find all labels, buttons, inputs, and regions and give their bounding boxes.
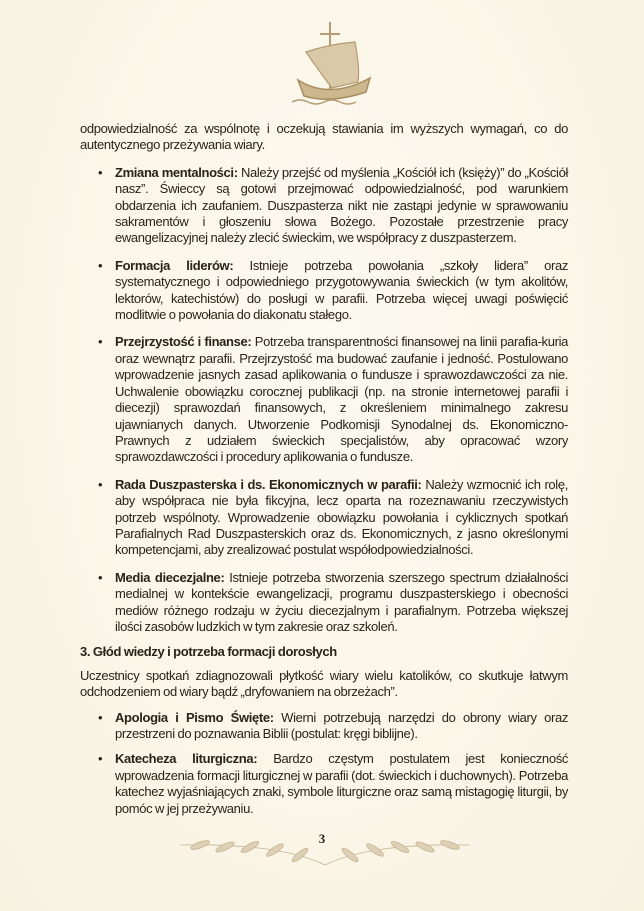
list-item bbox=[80, 570, 568, 636]
document-body bbox=[80, 0, 568, 817]
page-number: 3 bbox=[318, 831, 326, 847]
item-term: Zmiana mentalności: bbox=[115, 164, 238, 180]
item-term: Rada Duszpasterska i ds. Ekonomicznych w parafii: bbox=[115, 476, 422, 492]
bullet-list-2 bbox=[80, 710, 568, 817]
item-term: Przejrzystość i finanse: bbox=[115, 334, 252, 350]
item-term: Formacja liderów: bbox=[115, 257, 234, 273]
item-term: Media diecezjalne: bbox=[115, 569, 225, 585]
page-footer bbox=[0, 823, 644, 881]
bullet-list-1 bbox=[80, 165, 568, 636]
item-text: Należy przejść od myślenia „Kościół ich (księży)” do „Kościół nasz”. Świeccy są gotowi przejmować odpowiedzialność, pod warunkiem obdarzenia ich zaufaniem. Duszpasterza nikt nie zastąpi jedynie w sprawowaniu sakramentów i głoszeniu słowa Bożego. Pozostałe przestrzenie pracy ewangelizacyjnej należy zlecić świeckim, we współpracy z duszpasterzem. bbox=[115, 164, 568, 246]
item-text: Należy wzmocnić ich rolę, aby współpraca nie była fikcyjna, lecz oparta na rozeznawaniu rzeczywistych potrzeb wspólnoty. Wprowadzenie obowiązku powołania i cyklicznych spotkań Parafialnych Rad Duszpasterskich oraz ds. Ekonomicznych, z jasno określonymi kompetencjami, aby zrealizować postulat współodpowiedzialności. bbox=[115, 476, 568, 558]
item-text: Wierni potrzebują narzędzi do obrony wiary oraz przestrzeni do poznawania Biblii (postulat: kręgi biblijne). bbox=[115, 709, 569, 741]
section-paragraph: Uczestnicy spotkań zdiagnozowali płytkość wiary wielu katolików, co skutkuje łatwym odchodzeniem od wiary bądź „dryfowaniem na obrzeżach”. bbox=[80, 667, 568, 700]
list-item bbox=[80, 477, 568, 559]
item-text: Istnieje potrzeba powołania „szkoły lidera” oraz systematycznego i odpowiedniego przygotowywania świeckich (w tym akolitów, lektorów, katechistów) do posługi w parafii. Potrzeba więcej uwagi poświęcić modlitwie o powołania do diakonatu stałego. bbox=[115, 257, 568, 323]
item-term: Apologia i Pismo Święte: bbox=[115, 709, 274, 725]
list-item bbox=[80, 258, 568, 324]
item-text: Istnieje potrzeba stworzenia szerszego spectrum działalności medialnej w kontekście ewangelizacji, programu duszpasterskiego i obecności mediów różnego rodzaju w życiu diecezjalnym i parafialnym. Potrzeba większej ilości zasobów ludzkich w tym zakresie oraz szkoleń. bbox=[115, 569, 568, 634]
list-item bbox=[80, 710, 568, 743]
intro-paragraph: odpowiedzialność za wspólnotę i oczekują stawiania im wyższych wymagań, co do autentycznego przeżywania wiary. bbox=[80, 121, 568, 153]
list-item bbox=[80, 751, 568, 817]
section-heading: 3. Głód wiedzy i potrzeba formacji dorosłych bbox=[80, 644, 337, 660]
item-term: Katecheza liturgiczna: bbox=[115, 751, 258, 767]
list-item bbox=[80, 165, 568, 247]
item-text: Bardzo częstym postulatem jest konieczność wprowadzenia formacji liturgicznej w parafii (dot. świeckich i duchownych). Potrzeba katechez wyjaśniających znaki, symbole liturgiczne oraz samą mistagogię liturgii, by pomóc w jej przeżywaniu. bbox=[115, 751, 568, 816]
list-item bbox=[80, 334, 568, 465]
item-text: Potrzeba transparentności finansowej na linii parafia-kuria oraz wewnątrz parafii. Przejrzystość ma budować zaufanie i jedność. Postulowano wprowadzenie jasnych zasad aplikowania o fundusze i sprawozdawczości za nie. Uchwalenie obowiązku corocznej publikacji (np. na stronie internetowej parafii i diecezji) sprawozdań finansowych, z określeniem minimalnego zakresu ujawnianych danych. Utworzenie Podkomisji Synodalnej ds. Ekonomiczno-Prawnych z udziałem świeckich specjalistów, aby opracować wzory sprawozdawczości i procedury aplikowania o fundusze. bbox=[115, 334, 568, 465]
